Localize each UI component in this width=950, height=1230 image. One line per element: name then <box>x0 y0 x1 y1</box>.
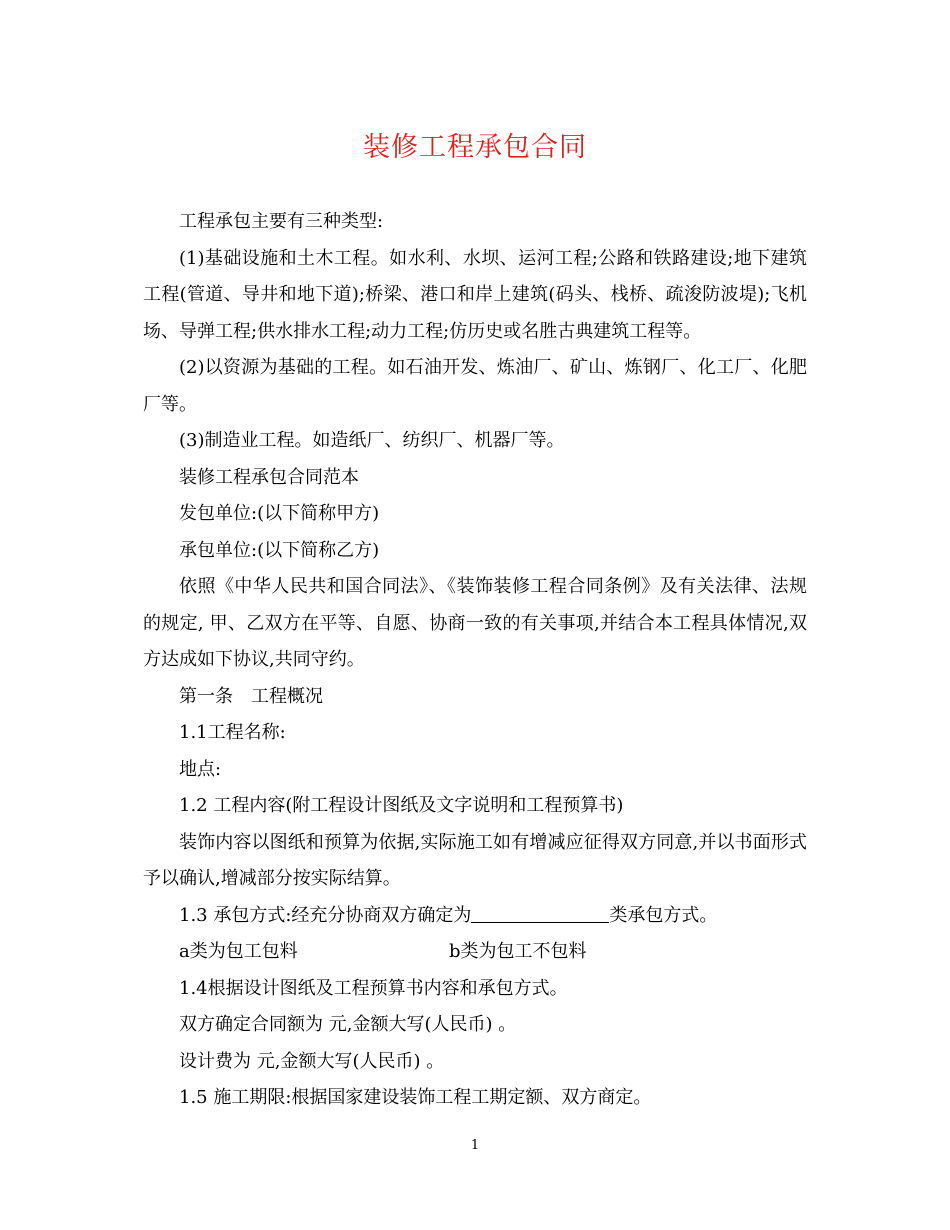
location-line: 地点: <box>179 758 222 780</box>
document-body <box>143 204 807 1117</box>
design-basis-line: 1.4根据设计图纸及工程预算书内容和承包方式。 <box>179 977 568 999</box>
contract-type-b: b类为包工不包料 <box>449 941 587 962</box>
decoration-content-paragraph: 装饰内容以图纸和预算为依据,实际施工如有增减应征得双方同意,并以书面形式予以确认,增减部分按实际结算。 <box>143 831 807 889</box>
contract-method-suffix: 类承包方式。 <box>609 904 718 926</box>
page-number: 1 <box>470 1138 480 1153</box>
document-title: 装修工程承包合同 <box>363 132 587 163</box>
paragraph-type-3: (3)制造业工程。如造纸厂、纺织厂、机器厂等。 <box>179 430 565 451</box>
contract-method-blank <box>471 904 609 923</box>
party-a-line: 发包单位:(以下简称甲方) <box>179 503 380 524</box>
paragraph-type-1: (1)基础设施和土木工程。如水利、水坝、运河工程;公路和铁路建设;地下建筑工程(管道、导井和地下道);桥梁、港口和岸上建筑(码头、栈桥、疏浚防波堤);飞机场、导弹工程;供水排水工程;动力工程;仿历史或名胜古典建筑工程等。 <box>143 247 807 342</box>
paragraph-intro: 工程承包主要有三种类型: <box>179 211 384 232</box>
contract-sample-heading: 装修工程承包合同范本 <box>179 466 359 488</box>
contract-type-a: a类为包工包料 <box>179 941 298 962</box>
project-name-line: 1.1工程名称: <box>179 722 286 743</box>
project-content-line: 1.2 工程内容(附工程设计图纸及文字说明和工程预算书) <box>179 795 624 816</box>
contract-method-prefix: 1.3 承包方式:经充分协商双方确定为 <box>179 904 472 926</box>
contract-types-row <box>143 934 807 971</box>
design-fee-line: 设计费为 元,金额大写(人民币) 。 <box>179 1050 445 1072</box>
party-b-line: 承包单位:(以下简称乙方) <box>179 539 380 561</box>
legal-basis-paragraph: 依照《中华人民共和国合同法》、《装饰装修工程合同条例》及有关法律、法规的规定, 甲、乙双方在平等、自愿、协商一致的有关事项,并结合本工程具体情况,双方达成如下协议,共同守约。 <box>143 576 807 670</box>
contract-amount-line: 双方确定合同额为 元,金额大写(人民币) 。 <box>179 1014 517 1035</box>
contract-method-line <box>143 898 807 935</box>
construction-period-line: 1.5 施工期限:根据国家建设装饰工程工期定额、双方商定。 <box>179 1087 652 1108</box>
paragraph-type-2: (2)以资源为基础的工程。如石油开发、炼油厂、矿山、炼钢厂、化工厂、化肥厂等。 <box>143 357 807 415</box>
article-1-heading: 第一条 工程概况 <box>179 685 323 707</box>
